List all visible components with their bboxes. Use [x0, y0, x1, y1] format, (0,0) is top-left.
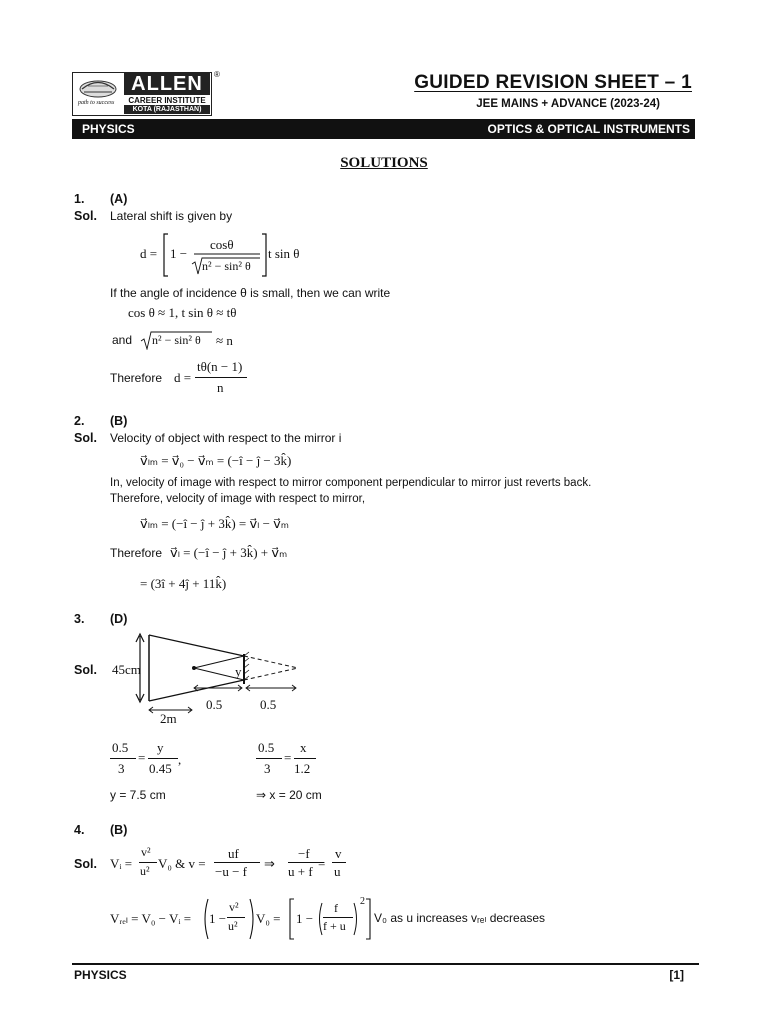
q4-uf-num: uf [228, 846, 239, 861]
q2-text-2: Therefore, velocity of image with respect to mirror, [110, 493, 366, 505]
q4-vi-lhs: Vᵢ = [110, 856, 133, 871]
q2-therefore: Therefore [110, 546, 163, 560]
q4-vi-bar [139, 862, 157, 863]
q1-result-lhs: d = [174, 370, 192, 385]
footer-rule [72, 963, 699, 965]
q4-implies: ⇒ [264, 856, 275, 871]
q1-approx-1: cos θ ≈ 1, t sin θ ≈ tθ [128, 305, 237, 320]
q4-vi-v0: V₀ & v = [158, 856, 206, 871]
q1-d-lhs: d = [140, 246, 158, 261]
logo-location: KOTA (RAJASTHAN) [124, 105, 210, 114]
logo-tagline: path to success [78, 100, 115, 106]
q3-frac2-bar [148, 758, 178, 759]
q4-one-minus-1: 1 − [209, 911, 227, 926]
q2-eq-4: = (3î + 4ĵ + 11k̂) [140, 576, 227, 591]
q1-root-denominator: n² − sin² θ [202, 259, 251, 273]
q3-height-label: 45cm [112, 662, 141, 677]
q3-frac3-num: 0.5 [258, 740, 275, 755]
q2-intro: Velocity of object with respect to the mirror i [110, 431, 342, 445]
q1-number: 1. [74, 192, 85, 206]
q4-one-minus-2: 1 − [296, 911, 314, 926]
page-number: [1] [669, 968, 684, 982]
q3-frac1-bar [110, 758, 136, 759]
q2-sol-label: Sol. [74, 431, 97, 445]
solutions-heading: SOLUTIONS [340, 155, 428, 171]
q4-number: 4. [74, 823, 85, 837]
q3-eq-sign-1: = [138, 750, 146, 765]
q1-small-angle-text: If the angle of incidence θ is small, then we can write [110, 286, 391, 300]
sheet-title: GUIDED REVISION SHEET – 1 [414, 72, 692, 93]
q4-v-den: u [334, 864, 341, 879]
q3-result-x: ⇒ x = 20 cm [256, 788, 322, 802]
q2-number: 2. [74, 414, 85, 428]
q3-dist-2-label: 0.5 [260, 697, 277, 712]
q1-answer: (A) [110, 192, 128, 206]
q2-answer: (B) [110, 414, 128, 428]
q3-dist-1-label: 0.5 [206, 697, 223, 712]
q3-comma: , [178, 752, 182, 767]
logo-brand: ALLEN [124, 73, 210, 95]
q2-eq-3: v⃗ₗ = (−î − ĵ + 3k̂) + v⃗ₘ [170, 545, 288, 560]
q3-result-y: y = 7.5 cm [110, 788, 166, 802]
q1-result-fraction-bar [195, 377, 247, 378]
q3-eq-sign-2: = [284, 750, 292, 765]
q4-sol-label: Sol. [74, 857, 97, 871]
q4-ff-den: f + u [323, 919, 346, 933]
q4-v2-num: v² [229, 900, 239, 914]
topic-label: OPTICS & OPTICAL INSTRUMENTS [487, 122, 690, 136]
q1-one-minus: 1 − [170, 246, 188, 261]
logo-institute: CAREER INSTITUTE [128, 96, 206, 105]
q3-frac1-num: 0.5 [112, 740, 129, 755]
q4-v-bar [332, 862, 346, 863]
q4-v0-eq: V₀ = [256, 911, 281, 926]
q4-vrel-lhs: Vᵣₑₗ = V₀ − Vᵢ = [110, 911, 192, 926]
q1-approx-2-root: n² − sin² θ [152, 333, 201, 347]
q1-result-denominator: n [217, 380, 224, 395]
q3-frac3-den: 3 [264, 761, 271, 776]
allen-emblem-icon [74, 74, 122, 114]
q1-intro: Lateral shift is given by [110, 209, 233, 223]
q4-vi-den: u² [140, 864, 150, 878]
q4-conclusion: V₀ as u increases vᵣₑₗ decreases [374, 911, 546, 925]
q4-v2-den: u² [228, 919, 238, 933]
q4-uf-bar [214, 862, 260, 863]
q3-number: 3. [74, 612, 85, 626]
q4-ff-num: f [334, 901, 338, 915]
q4-ff-bar [323, 917, 353, 918]
q4-v2-bar [227, 917, 245, 918]
q3-sol-label: Sol. [74, 663, 97, 677]
q3-frac4-bar [294, 758, 316, 759]
q3-frac2-num: y [157, 740, 164, 755]
q1-sol-label: Sol. [74, 209, 97, 223]
q2-eq-1: v⃗ₗₘ = v⃗₀ − v⃗ₘ = (−î − ĵ − 3k̂) [140, 453, 292, 468]
q1-therefore: Therefore [110, 371, 163, 385]
q4-uf-den: −u − f [215, 864, 247, 879]
q2-eq-2: v⃗ₗₘ = (−î − ĵ + 3k̂) = v⃗ₗ − v⃗ₘ [140, 516, 289, 531]
q2-text-1: In, velocity of image with respect to mirror component perpendicular to mirror just reverts back. [110, 477, 592, 489]
q4-answer: (B) [110, 823, 128, 837]
q4-f-den: u + f [288, 864, 313, 879]
q3-answer: (D) [110, 612, 128, 626]
q4-square-exponent: 2 [360, 896, 365, 907]
q3-base-label: 2m [160, 711, 177, 726]
q3-y-label: y [235, 664, 242, 679]
q3-frac4-num: x [300, 740, 307, 755]
q1-cos-numerator: cosθ [210, 237, 234, 252]
subject-label: PHYSICS [82, 122, 135, 136]
q3-frac3-bar [256, 758, 282, 759]
footer-subject: PHYSICS [74, 968, 127, 982]
q4-v-num: v [335, 846, 342, 861]
q4-eq: = [318, 856, 326, 871]
q3-frac1-den: 3 [118, 761, 125, 776]
q1-approx-2-rhs: ≈ n [216, 333, 233, 348]
q4-vi-num: v² [141, 845, 151, 859]
q4-vrel-brackets [200, 897, 380, 941]
q3-frac4-den: 1.2 [294, 761, 311, 776]
q4-f-num: −f [298, 846, 310, 861]
q1-result-numerator: tθ(n − 1) [197, 359, 243, 374]
logo-registered-mark: ® [214, 70, 220, 79]
q3-frac2-den: 0.45 [149, 761, 172, 776]
q1-tsin: t sin θ [268, 246, 300, 261]
q1-and: and [112, 333, 133, 347]
sheet-subtitle: JEE MAINS + ADVANCE (2023-24) [476, 98, 660, 110]
